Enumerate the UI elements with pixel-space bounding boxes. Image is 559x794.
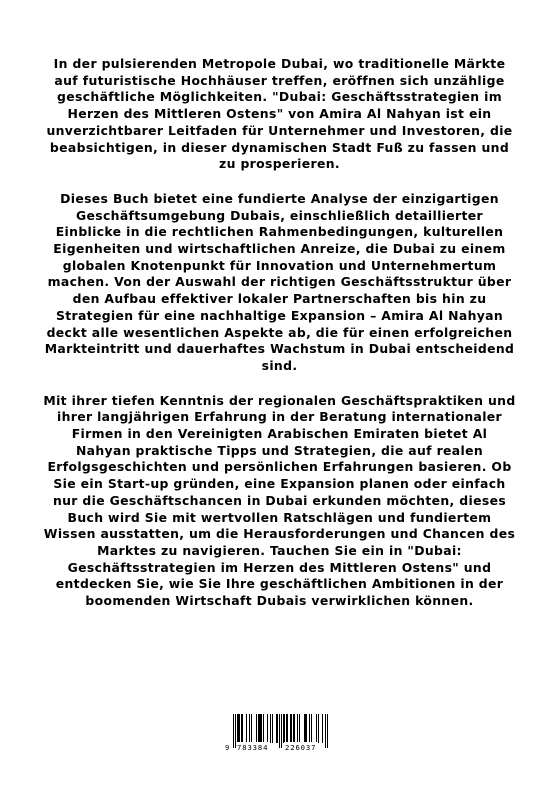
- barcode-bar: [261, 714, 262, 743]
- barcode-bar: [276, 714, 277, 743]
- barcode-bar: [239, 714, 240, 743]
- barcode-bar: [322, 714, 323, 743]
- barcode-bar: [283, 714, 284, 743]
- barcode-bar: [299, 714, 300, 743]
- barcode-bar: [286, 714, 287, 743]
- barcode-bar: [294, 714, 295, 743]
- barcode-bar: [242, 714, 243, 743]
- barcode-bar: [237, 714, 238, 743]
- barcode-bar: [305, 714, 306, 743]
- barcode-bar: [249, 714, 250, 743]
- blurb-paragraph-author: Mit ihrer tiefen Kenntnis der regionalen Geschäftspraktiken und ihrer langjährigen Erfahrung in der Beratung internationaler Firmen in den Vereinigten Arabischen Emiraten bietet Al Nahyan praktische Tipps und Strategien, die auf realen Erfolgsgeschichten und persönlichen Erfahrungen basieren. Ob Sie ein Start-up gründen, eine Expansion planen oder einfach nur die Geschäftschancen in Dubai erkunden möchten, dieses Buch wird Sie mit wertvollen Ratschlägen und fundiertem Wissen ausstatten, um die Herausforderungen und Chancen des Marktes zu navigieren. Tauchen Sie ein in "Dubai: Geschäftsstrategien im Herzen des Mittleren Ostens" und entdecken Sie, wie Sie Ihre geschäftlichen Ambitionen in der boomenden Wirtschaft Dubais verwirklichen können.: [43, 392, 516, 609]
- barcode-bar: [284, 714, 285, 743]
- isbn-barcode: [224, 712, 334, 758]
- barcode-bar: [270, 714, 271, 743]
- barcode-bar: [258, 714, 259, 743]
- barcode-bar: [256, 714, 257, 743]
- barcode-bar: [309, 714, 310, 743]
- blurb-paragraph-analysis: Dieses Buch bietet eine fundierte Analyse der einzigartigen Geschäftsumgebung Dubais, einschließlich detaillierter Einblicke in die rechtlichen Rahmenbedingungen, kulturellen Eigenheiten und wirtschaftlichen Anreize, die Dubai zu einem globalen Knotenpunkt für Innovation und Unternehmertum machen. Von der Auswahl der richtigen Geschäftsstruktur über den Aufbau effektiver lokaler Partnerschaften bis hin zu Strategien für eine nachhaltige Expansion – Amira Al Nahyan deckt alle wesentlichen Aspekte ab, die für einen erfolgreichen Markteintritt und dauerhaftes Wachstum in Dubai entscheidend sind.: [44, 190, 515, 373]
- barcode-bar: [293, 714, 294, 743]
- barcode-bar: [246, 714, 247, 743]
- barcode-bar: [306, 714, 307, 743]
- barcode-bar: [260, 714, 261, 743]
- barcode-bar: [291, 714, 292, 743]
- barcode-bar: [267, 714, 268, 743]
- barcode-bar: [297, 714, 298, 743]
- barcode-bar: [241, 714, 242, 743]
- barcode-digits-left: 783384: [237, 743, 269, 752]
- barcode-digits: [224, 742, 334, 754]
- barcode-bar: [251, 714, 252, 743]
- barcode-bar: [311, 714, 312, 743]
- barcode-bar: [238, 714, 239, 743]
- barcode-digit-first: 9: [225, 743, 230, 752]
- barcode-bar: [259, 714, 260, 743]
- barcode-bar: [290, 714, 291, 743]
- barcode-digits-right: 226037: [285, 743, 317, 752]
- back-cover-blurb: [42, 56, 517, 610]
- barcode-bar: [272, 714, 273, 743]
- barcode-bar: [263, 714, 264, 743]
- barcode-bar: [277, 714, 278, 743]
- blurb-paragraph-intro: In der pulsierenden Metropole Dubai, wo traditionelle Märkte auf futuristische Hochhäuser treffen, eröffnen sich unzählige geschäftliche Möglichkeiten. "Dubai: Geschäftsstrategien im Herzen des Mittleren Ostens" von Amira Al Nahyan ist ein unverzichtbarer Leitfaden für Unternehmer und Investoren, die beabsichtigen, in dieser dynamischen Stadt Fuß zu fassen und zu prosperieren.: [46, 56, 513, 172]
- barcode-bar: [318, 714, 319, 743]
- barcode-bar: [316, 714, 317, 743]
- barcode-bar: [287, 714, 288, 743]
- barcode-bar: [304, 714, 305, 743]
